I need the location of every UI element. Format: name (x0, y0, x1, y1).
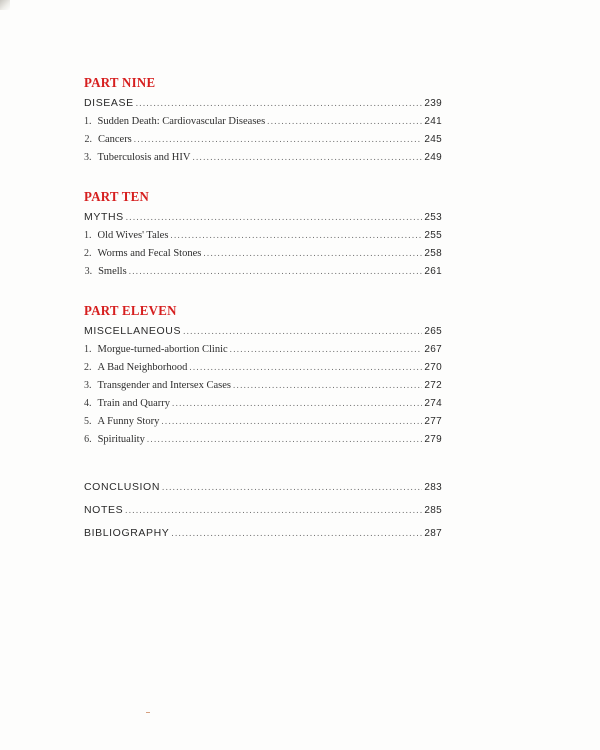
page-number: 265 (424, 326, 442, 337)
section-label: MISCELLANEOUS (84, 325, 182, 337)
toc-section-row[interactable] (84, 208, 442, 226)
item-label: Smells (98, 266, 127, 277)
dot-leader (172, 394, 422, 412)
page-number: 249 (424, 152, 442, 163)
toc-section-row[interactable] (84, 94, 442, 112)
part-title: PART NINE (84, 76, 156, 91)
section-label: BIBLIOGRAPHY (84, 527, 170, 539)
item-number: 4. (84, 398, 92, 409)
dot-leader (170, 226, 422, 244)
page-number: 255 (424, 230, 442, 241)
section-label: MYTHS (84, 211, 124, 223)
item-label: Worms and Fecal Stones (97, 248, 202, 259)
item-number: 2. (84, 248, 92, 259)
item-number: 3. (84, 380, 92, 391)
toc-item-row[interactable] (84, 340, 442, 358)
item-number: 3. (84, 152, 92, 163)
item-number: 2. (84, 362, 92, 373)
page-number: 261 (424, 266, 442, 277)
item-number: 5. (84, 416, 92, 427)
toc-item-row[interactable] (84, 358, 442, 376)
page-number: 239 (424, 98, 442, 109)
toc-item-row[interactable] (84, 262, 442, 280)
item-label: Sudden Death: Cardiovascular Diseases (97, 116, 266, 127)
dot-leader (171, 522, 422, 545)
toc-item-row[interactable] (84, 412, 442, 430)
dot-leader (125, 499, 422, 522)
item-number: 1. (84, 116, 92, 127)
toc-item-row[interactable] (84, 430, 442, 448)
section-label: DISEASE (84, 97, 134, 109)
page-number: 272 (424, 380, 442, 391)
page-number: 283 (424, 482, 442, 493)
page-number: 241 (424, 116, 442, 127)
dot-leader (189, 358, 422, 376)
toc-item-row[interactable] (84, 376, 442, 394)
toc-conclusion-row[interactable] (84, 476, 442, 499)
item-label: Morgue-turned-abortion Clinic (97, 344, 228, 355)
toc-item-row[interactable] (84, 148, 442, 166)
dot-leader (126, 208, 423, 226)
back-matter (84, 476, 442, 545)
toc-item-row[interactable] (84, 130, 442, 148)
item-number: 3. (84, 266, 93, 277)
item-label: Tuberculosis and HIV (97, 152, 191, 163)
page-number: 274 (424, 398, 442, 409)
item-label: A Funny Story (97, 416, 160, 427)
page-number: 279 (424, 434, 442, 445)
toc-item-row[interactable] (84, 226, 442, 244)
part-nine (84, 76, 442, 166)
page-number: 277 (424, 416, 442, 427)
page-number: 285 (424, 505, 442, 516)
scan-speck (146, 712, 150, 713)
dot-leader (134, 130, 423, 148)
dot-leader (162, 476, 422, 499)
dot-leader (183, 322, 422, 340)
dot-leader (147, 430, 423, 448)
scan-corner-mark (0, 0, 10, 10)
item-number: 2. (84, 134, 92, 145)
page-number: 270 (424, 362, 442, 373)
table-of-contents (84, 76, 442, 545)
page-number: 287 (424, 528, 442, 539)
item-label: A Bad Neighborhood (97, 362, 188, 373)
dot-leader (230, 340, 423, 358)
part-eleven (84, 304, 442, 448)
dot-leader (233, 376, 422, 394)
toc-section-row[interactable] (84, 322, 442, 340)
dot-leader (192, 148, 422, 166)
toc-notes-row[interactable] (84, 499, 442, 522)
page-number: 245 (424, 134, 442, 145)
part-title: PART TEN (84, 190, 150, 205)
item-label: Cancers (97, 134, 132, 145)
page-number: 267 (424, 344, 442, 355)
section-label: CONCLUSION (84, 481, 161, 493)
item-label: Spirituality (97, 434, 145, 445)
page-number: 258 (424, 248, 442, 259)
item-label: Transgender and Intersex Cases (97, 380, 231, 391)
toc-item-row[interactable] (84, 244, 442, 262)
toc-item-row[interactable] (84, 112, 442, 130)
dot-leader (129, 262, 423, 280)
dot-leader (267, 112, 422, 130)
item-label: Train and Quarry (97, 398, 171, 409)
item-number: 1. (84, 230, 92, 241)
dot-leader (203, 244, 422, 262)
part-ten (84, 190, 442, 280)
toc-item-row[interactable] (84, 394, 442, 412)
toc-bibliography-row[interactable] (84, 522, 442, 545)
item-label: Old Wives' Tales (97, 230, 169, 241)
dot-leader (161, 412, 422, 430)
item-number: 6. (84, 434, 92, 445)
page-number: 253 (424, 212, 442, 223)
dot-leader (136, 94, 423, 112)
part-title: PART ELEVEN (84, 304, 177, 319)
item-number: 1. (84, 344, 92, 355)
section-label: NOTES (84, 504, 124, 516)
